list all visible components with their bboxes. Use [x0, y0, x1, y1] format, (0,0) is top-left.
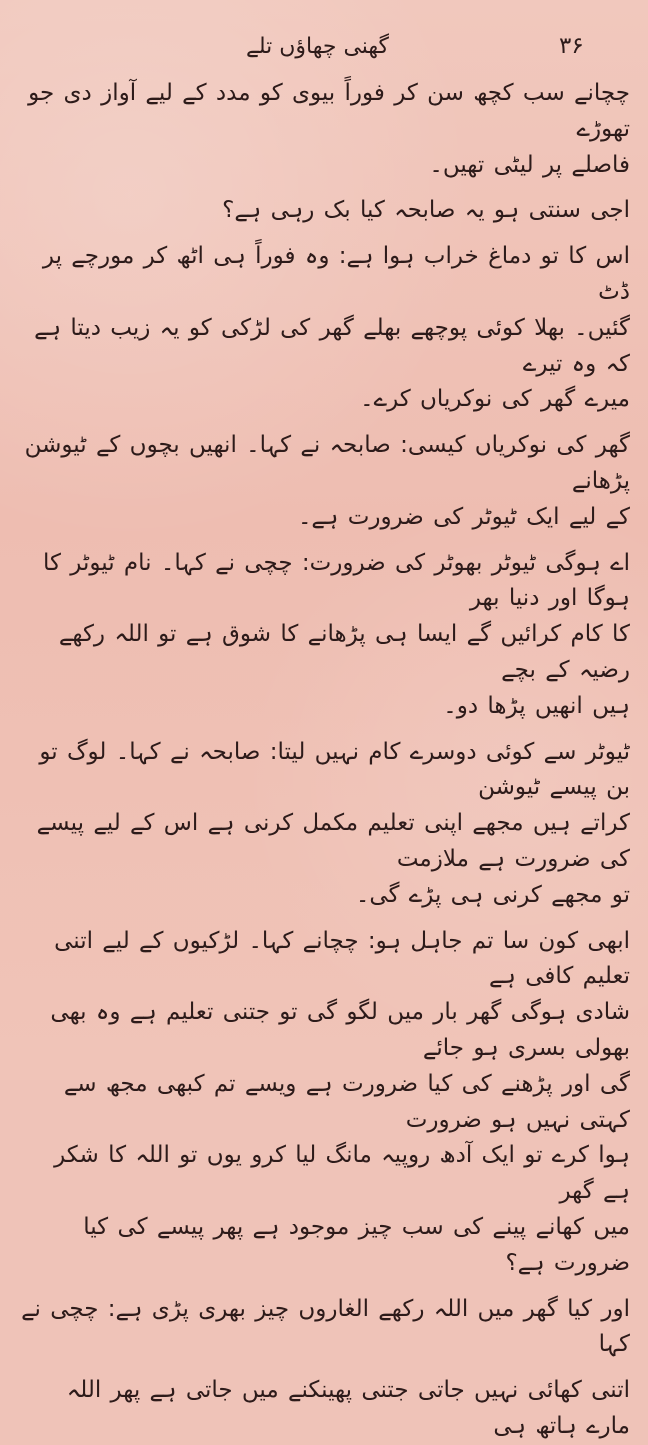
paragraph-2: اجی سنتی ہو یہ صابحہ کیا بک رہی ہے؟	[222, 197, 630, 224]
paragraph-6: ٹیوٹر سے کوئی دوسرے کام نہیں لیتا: صابحہ نے کہا۔ لوگ تو بن پیسے ٹیوشن کراتے ہیں مجھے اپنی تعلیم مکمل کرنی ہے اس کے لیے پیسے کی ضرورت ہے ملازمت تو مجھے کرنی ہی پڑے گی۔	[36, 738, 630, 908]
paragraph-7: ابھی کون سا تم جاہل ہو: چچانے کہا۔ لڑکیوں کے لیے اتنی تعلیم کافی ہے شادی ہوگی گھر بار میں لگو گی تو جتنی تعلیم ہے وہ بھی بھولی بسری ہو جائے گی اور پڑھنے کی کیا ضرورت ہے ویسے تم کبھی مجھ سے کہتی نہیں ہو ضرورت ہوا کرے تو ایک آدھ روپیہ مانگ لیا کرو یوں تو اللہ کا شکر ہے گھر میں کھانے پینے کی سب چیز موجود ہے پھر پیسے کی کیا ضرورت ہے؟	[50, 927, 630, 1276]
paragraph-3: اس کا تو دماغ خراب ہوا ہے: وہ فوراً ہی اٹھ کر مورچے پر ڈٹ گئیں۔ بھلا کوئی پوچھے بھلے گھر کی لڑکی کو یہ زیب دیتا ہے کہ وہ تیرے میرے گھر کی نوکریاں کرے۔	[34, 243, 630, 413]
paragraph-9: اتنی کھائی نہیں جاتی جتنی پھینکنے میں جاتی ہے پھر اللہ مارے ہاتھ ہی	[66, 1377, 630, 1439]
paragraph-5: اے ہوگی ٹیوٹر بھوٹر کی ضرورت: چچی نے کہا۔ نام ٹیوٹر کا ہوگا اور دنیا بھر کا کام کرائیں گے ایسا ہی پڑھانے کا شوق ہے تو اللہ رکھے رضیہ کے بچے ہیں انھیں پڑھا دو۔	[43, 549, 630, 719]
page-content	[18, 76, 630, 1439]
paragraph-8: اور کیا گھر میں اللہ رکھے الغاروں چیز بھری پڑی ہے: چچی نے کہا	[21, 1295, 630, 1358]
paragraph-1: چچانے سب کچھ سن کر فوراً بیوی کو مدد کے لیے آواز دی جو تھوڑے فاصلے پر لیٹی تھیں۔	[28, 80, 630, 178]
page-number: ۳۶	[559, 33, 584, 59]
paragraph-4: گھر کی نوکریاں کیسی: صابحہ نے کہا۔ انھیں بچوں کے ٹیوشن پڑھانے کے لیے ایک ٹیوٹر کی ضرورت ہے۔	[24, 432, 630, 530]
running-head: گھنی چھاؤں تلے	[245, 34, 390, 59]
